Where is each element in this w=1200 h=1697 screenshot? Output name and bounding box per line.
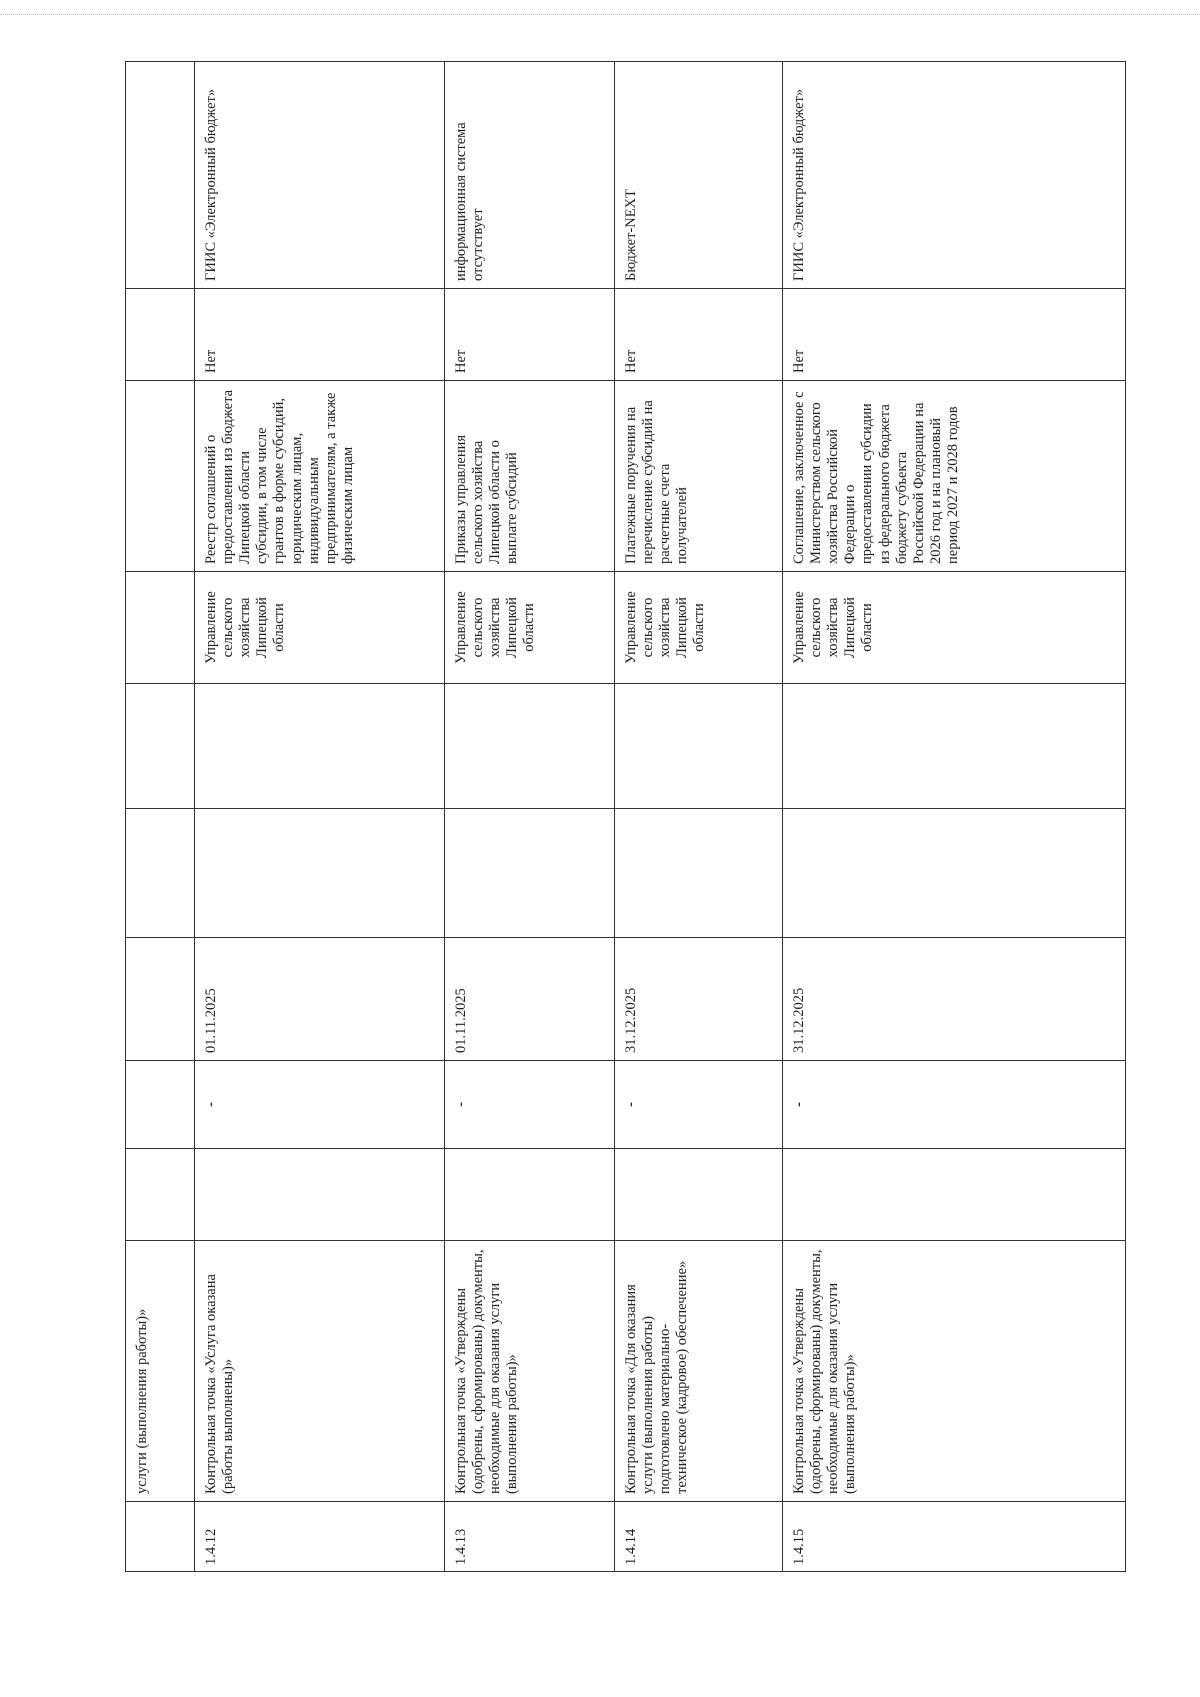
empty-cell [126, 809, 195, 938]
empty-cell [126, 381, 195, 572]
empty-cell [615, 684, 783, 809]
row-number-cell [126, 1502, 195, 1572]
empty-cell [195, 1149, 445, 1241]
date-cell: 31.12.2025 [783, 938, 1126, 1061]
table-row [195, 62, 445, 1572]
dash-cell: - [783, 1061, 1126, 1149]
empty-cell [126, 1061, 195, 1149]
control-points-table [125, 61, 1126, 1572]
document-cell: Реестр соглашений о предоставлении из бюджета Липецкой области субсидии, в том числе грантов в форме субсидий, юридическим лицам, индивидуальным предпринимателям, а также физическим лицам [195, 381, 445, 572]
responsible-cell: Управление сельского хозяйства Липецкой области [615, 572, 783, 684]
system-cell: ГИИС «Электронный бюджет» [195, 62, 445, 289]
table-row [445, 62, 615, 1572]
empty-cell [445, 684, 615, 809]
empty-cell [783, 684, 1126, 809]
system-cell: ГИИС «Электронный бюджет» [783, 62, 1126, 289]
document-cell: Платежные поручения на перечисление субсидий на расчетные счета получателей [615, 381, 783, 572]
row-name-cell: Контрольная точка «Для оказания услуги (выполнения работы) подготовлено материально-техническое (кадровое) обеспечение» [615, 1241, 783, 1502]
dash-cell: - [195, 1061, 445, 1149]
flag-cell: Нет [445, 289, 615, 381]
empty-cell [126, 1149, 195, 1241]
row-number-cell: 1.4.13 [445, 1502, 615, 1572]
system-cell: информационная система отсутствует [445, 62, 615, 289]
flag-cell: Нет [615, 289, 783, 381]
empty-cell [126, 62, 195, 289]
row-number-cell: 1.4.12 [195, 1502, 445, 1572]
empty-cell [783, 809, 1126, 938]
dash-cell: - [615, 1061, 783, 1149]
document-cell: Приказы управления сельского хозяйства Липецкой области о выплате субсидий [445, 381, 615, 572]
table-row [783, 62, 1126, 1572]
empty-cell [126, 684, 195, 809]
table-row-continued [126, 62, 195, 1572]
empty-cell [783, 1149, 1126, 1241]
date-cell: 31.12.2025 [615, 938, 783, 1061]
responsible-cell: Управление сельского хозяйства Липецкой области [783, 572, 1126, 684]
responsible-cell: Управление сельского хозяйства Липецкой области [445, 572, 615, 684]
empty-cell [445, 809, 615, 938]
flag-cell: Нет [783, 289, 1126, 381]
document-cell: Соглашение, заключенное с Министерством сельского хозяйства Российской Федерации о предоставлении субсидии из федерального бюджета бюджету субъекта Российской Федерации на 2026 год и на плановый период 2027 и 2028 годов [783, 381, 1126, 572]
system-cell: Бюджет-NEXT [615, 62, 783, 289]
dash-cell: - [445, 1061, 615, 1149]
rotated-landscape-content [125, 62, 1125, 1572]
empty-cell [195, 684, 445, 809]
empty-cell [126, 572, 195, 684]
row-name-cell: Контрольная точка «Утверждены (одобрены, сформированы) документы, необходимые для оказания услуги (выполнения работы)» [783, 1241, 1126, 1502]
flag-cell: Нет [195, 289, 445, 381]
row-number-cell: 1.4.15 [783, 1502, 1126, 1572]
date-cell: 01.11.2025 [445, 938, 615, 1061]
row-name-cell: услуги (выполнения работы)» [126, 1241, 195, 1502]
empty-cell [445, 1149, 615, 1241]
empty-cell [195, 809, 445, 938]
empty-cell [615, 1149, 783, 1241]
empty-cell [126, 289, 195, 381]
row-name-cell: Контрольная точка «Утверждены (одобрены, сформированы) документы, необходимые для оказания услуги (выполнения работы)» [445, 1241, 615, 1502]
row-name-cell: Контрольная точка «Услуга оказана (работы выполнены)» [195, 1241, 445, 1502]
row-number-cell: 1.4.14 [615, 1502, 783, 1572]
responsible-cell: Управление сельского хозяйства Липецкой области [195, 572, 445, 684]
empty-cell [615, 809, 783, 938]
empty-cell [126, 938, 195, 1061]
table-row [615, 62, 783, 1572]
date-cell: 01.11.2025 [195, 938, 445, 1061]
